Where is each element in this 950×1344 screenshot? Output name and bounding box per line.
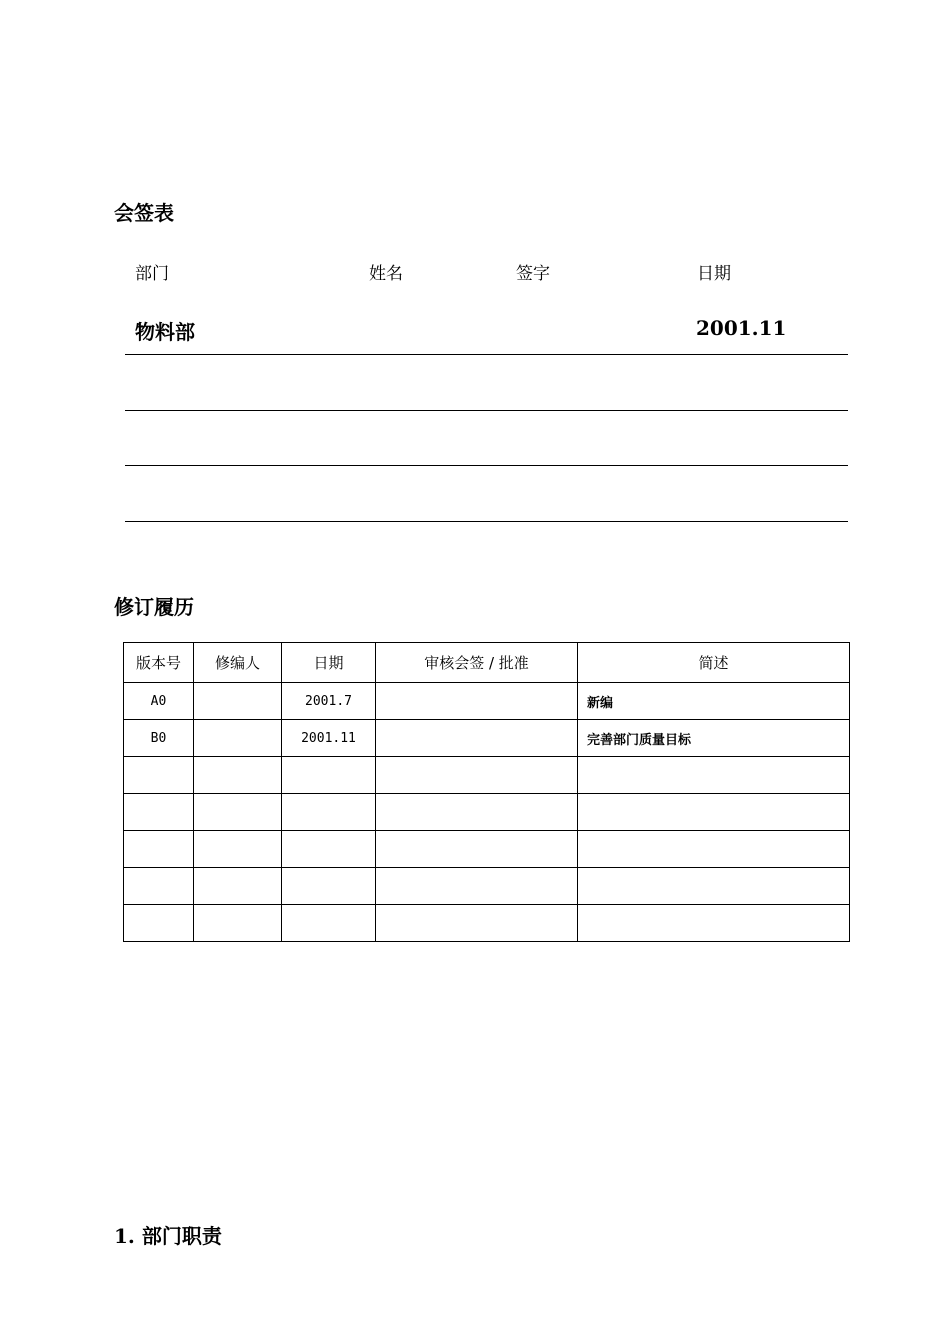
revision-editor-cell — [194, 794, 282, 831]
revision-summary-cell: 新编 — [578, 683, 850, 720]
revision-approval-cell — [376, 868, 578, 905]
countersign-header-name: 姓名 — [369, 264, 403, 284]
revision-header-version: 版本号 — [124, 643, 194, 683]
revision-approval-cell — [376, 720, 578, 757]
revision-editor-cell — [194, 757, 282, 794]
countersign-title: 会签表 — [114, 201, 174, 225]
countersign-header-department: 部门 — [135, 264, 169, 284]
revision-version-cell — [124, 905, 194, 942]
revision-history-title: 修订履历 — [114, 595, 194, 619]
table-row — [124, 683, 850, 720]
table-row — [124, 868, 850, 905]
revision-approval-cell — [376, 905, 578, 942]
revision-summary-cell — [578, 757, 850, 794]
revision-date-cell — [282, 905, 376, 942]
revision-version-cell: A0 — [124, 683, 194, 720]
countersign-row — [125, 300, 848, 355]
countersign-date-cell: 2001.11 — [696, 316, 787, 340]
countersign-row — [125, 411, 848, 466]
revision-header-summary: 简述 — [578, 643, 850, 683]
revision-approval-cell — [376, 757, 578, 794]
table-row — [124, 794, 850, 831]
revision-summary-cell — [578, 905, 850, 942]
revision-version-cell — [124, 868, 194, 905]
revision-header-editor: 修编人 — [194, 643, 282, 683]
revision-summary-cell — [578, 794, 850, 831]
revision-editor-cell — [194, 831, 282, 868]
table-row — [124, 831, 850, 868]
revision-approval-cell — [376, 683, 578, 720]
revision-version-cell — [124, 757, 194, 794]
revision-version-cell: B0 — [124, 720, 194, 757]
revision-history-table — [123, 642, 850, 942]
revision-editor-cell — [194, 868, 282, 905]
revision-editor-cell — [194, 683, 282, 720]
revision-date-cell: 2001.7 — [282, 683, 376, 720]
revision-date-cell — [282, 868, 376, 905]
revision-approval-cell — [376, 794, 578, 831]
revision-header-date: 日期 — [282, 643, 376, 683]
table-row — [124, 720, 850, 757]
revision-header-approval: 审核会签 / 批准 — [376, 643, 578, 683]
revision-date-cell — [282, 831, 376, 868]
countersign-header-signature: 签字 — [516, 264, 550, 284]
revision-header-row — [124, 643, 850, 683]
table-row — [124, 905, 850, 942]
revision-version-cell — [124, 794, 194, 831]
section-heading-department-duties: 1. 部门职责 — [114, 1224, 222, 1248]
table-row — [124, 757, 850, 794]
revision-version-cell — [124, 831, 194, 868]
revision-date-cell — [282, 794, 376, 831]
revision-date-cell: 2001.11 — [282, 720, 376, 757]
countersign-row — [125, 466, 848, 522]
countersign-header-row — [0, 259, 950, 284]
revision-summary-cell: 完善部门质量目标 — [578, 720, 850, 757]
revision-date-cell — [282, 757, 376, 794]
revision-summary-cell — [578, 868, 850, 905]
revision-summary-cell — [578, 831, 850, 868]
countersign-department-cell: 物料部 — [135, 320, 195, 344]
countersign-row — [125, 355, 848, 411]
revision-editor-cell — [194, 905, 282, 942]
countersign-header-date: 日期 — [697, 264, 731, 284]
revision-approval-cell — [376, 831, 578, 868]
revision-editor-cell — [194, 720, 282, 757]
